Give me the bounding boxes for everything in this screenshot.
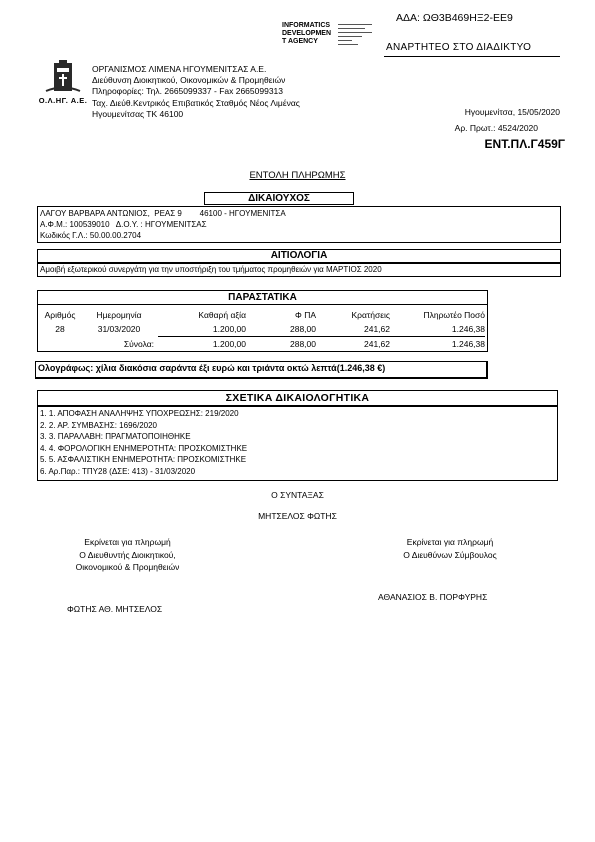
composer-title: Ο ΣΥΝΤΑΞΑΣ <box>271 490 324 500</box>
right-signatory-name: ΑΘΑΝΑΣΙΟΣ Β. ΠΟΡΦΥΡΗΣ <box>378 592 488 602</box>
column-header: Φ ΠΑ <box>295 310 316 320</box>
total-payable: 1.246,38 <box>390 336 485 352</box>
voucher-vat: 288,00 <box>290 323 316 334</box>
posted-online-label: ΑΝΑΡΤΗΤΕΟ ΣΤΟ ΔΙΑΔΙΚΤΥΟ <box>386 42 532 53</box>
list-item: 2. 2. ΑΡ. ΣΥΜΒΑΣΗΣ: 1696/2020 <box>40 420 157 430</box>
list-item: 5. 5. ΑΣΦΑΛΙΣΤΙΚΗ ΕΝΗΜΕΡΟΤΗΤΑ: ΠΡΟΣΚΟΜΙΣΤΗΚΕ <box>40 455 247 465</box>
list-item: 6. Αρ.Παρ.: ΤΠΥ28 (ΔΣΕ: 413) - 31/03/2020 <box>40 466 196 476</box>
voucher-payable: 1.246,38 <box>451 323 485 334</box>
reason-header-box <box>37 249 561 263</box>
beneficiary-tax-id: Α.Φ.Μ.: 100539010 Δ.Ο.Υ. : ΗΓΟΥΜΕΝΙΤΣΑΣ <box>40 220 207 229</box>
stamp-line: INFORMATICS <box>282 22 331 29</box>
supporting-header: ΣΧΕΤΙΚΑ ΔΙΚΑΙΟΛΟΓΗΤΙΚΑ <box>225 392 370 404</box>
stamp-line: T AGENCY <box>282 38 318 45</box>
org-contact: Πληροφορίες: Τηλ. 2665099337 - Fax 2665099313 <box>92 86 283 97</box>
vouchers-header-line <box>37 304 488 305</box>
column-header: Αριθμός <box>44 310 76 320</box>
organization-info <box>92 64 300 120</box>
total-net: 1.200,00 <box>158 336 246 352</box>
column-header: Πληρωτέο Ποσό <box>423 310 485 320</box>
left-signature-line: Εκρίνεται για πληρωμή <box>84 537 171 547</box>
org-name: ΟΡΓΑΝΙΣΜΟΣ ΛΙΜΕΝΑ ΗΓΟΥΜΕΝΙΤΣΑΣ Α.Ε. <box>92 64 267 74</box>
voucher-withholding: 241,62 <box>364 323 390 334</box>
right-signature-line: Ο Διευθύνων Σύμβουλος <box>403 549 497 560</box>
totals-row <box>40 336 485 352</box>
left-signatory-name: ΦΩΤΗΣ ΑΘ. ΜΗΤΣΕΛΟΣ <box>67 604 163 614</box>
left-signature-line: Οικονομικού & Προμηθειών <box>75 562 180 572</box>
stamp-fine-print <box>338 22 372 56</box>
column-header: Καθαρή αξία <box>198 310 246 320</box>
beneficiary-ledger-code: Κωδικός Γ.Λ.: 50.00.00.2704 <box>40 231 142 240</box>
page-title: ΕΝΤΟΛΗ ΠΛΗΡΩΜΗΣ <box>249 170 346 181</box>
right-signature-block <box>365 536 535 561</box>
reason-header: ΑΙΤΙΟΛΟΓΙΑ <box>270 250 328 261</box>
vouchers-header: ΠΑΡΑΣΤΑΤΙΚΑ <box>228 292 297 303</box>
list-item: 3. 3. ΠΑΡΑΛΑΒΗ: ΠΡΑΓΜΑΤΟΠΟΙΗΘΗΚΕ <box>40 432 191 442</box>
vouchers-table-header <box>40 308 485 322</box>
beneficiary-header-box <box>204 192 354 205</box>
column-header: Ημερομηνία <box>96 310 142 320</box>
posted-underline <box>384 56 560 57</box>
beneficiary-box <box>37 206 561 243</box>
logo-text: Ο.Λ.ΗΓ. Α.Ε. <box>38 96 88 105</box>
left-signature-block <box>40 536 215 574</box>
beneficiary-header: ΔΙΚΑΙΟΥΧΟΣ <box>248 193 310 204</box>
reason-box <box>37 263 561 277</box>
ada-code: ΑΔΑ: ΩΘ3Β469ΗΞ2-ΕΕ9 <box>396 12 513 24</box>
org-postcode: Ηγουμενίτσας ΤΚ 46100 <box>92 108 184 119</box>
voucher-number: 28 <box>55 324 65 334</box>
amount-in-words: Ολογράφως: χίλια διακόσια σαράντα έξι ευρώ και τριάντα οκτώ λεπτά(1.246,38 €) <box>38 363 386 373</box>
org-address: Ταχ. Διεύθ.Κεντρικός Επιβατικός Σταθμός Νέος Λιμένας <box>92 97 300 108</box>
left-signature-line: Ο Διευθυντής Διοικητικού, <box>79 549 176 560</box>
stamp-line: DEVELOPMEN <box>282 30 332 37</box>
supporting-list <box>37 406 558 481</box>
place-date: Ηγουμενίτσα, 15/05/2020 <box>464 107 560 117</box>
composer-name: ΜΗΤΣΕΛΟΣ ΦΩΤΗΣ <box>258 511 337 521</box>
org-department: Διεύθυνση Διοικητικού, Οικονομικών & Προμηθειών <box>92 75 286 86</box>
table-row <box>40 322 485 336</box>
list-item: 4. 4. ΦΟΡΟΛΟΓΙΚΗ ΕΝΗΜΕΡΟΤΗΤΑ: ΠΡΟΣΚΟΜΙΣΤΗΚΕ <box>40 443 248 453</box>
document-code: ΕΝΤ.ΠΛ.Γ459Γ <box>484 137 565 151</box>
voucher-date: 31/03/2020 <box>97 324 141 334</box>
amount-in-words-box <box>35 361 488 379</box>
right-signature-line: Εκρίνεται για πληρωμή <box>406 537 494 547</box>
beneficiary-name-address: ΛΑΓΟΥ ΒΑΡΒΑΡΑ ΑΝΤΩΝΙΟΣ, ΡΕΑΣ 9 46100 - ΗΓΟΥΜΕΝΙΤΣΑ <box>40 209 286 218</box>
list-item: 1. 1. ΑΠΟΦΑΣΗ ΑΝΑΛΗΨΗΣ ΥΠΟΧΡΕΩΣΗΣ: 219/2020 <box>40 409 239 418</box>
digital-signature-stamp <box>282 22 372 56</box>
protocol-number: Αρ. Πρωτ.: 4524/2020 <box>454 123 538 133</box>
total-vat: 288,00 <box>246 336 316 352</box>
lighthouse-icon <box>32 60 94 94</box>
total-withholding: 241,62 <box>316 336 390 352</box>
reason-text: Αμοιβή εξωτερικού συνεργάτη για την υποστήριξη του τμήματος προμηθειών για ΜΑΡΤΙΟΣ 2020 <box>40 265 382 274</box>
voucher-net: 1.200,00 <box>212 323 246 334</box>
vouchers-table <box>40 308 485 352</box>
totals-label: Σύνολα: <box>123 339 154 349</box>
organization-logo <box>32 60 94 104</box>
supporting-header-box <box>37 390 558 406</box>
column-header: Κρατήσεις <box>351 310 390 320</box>
